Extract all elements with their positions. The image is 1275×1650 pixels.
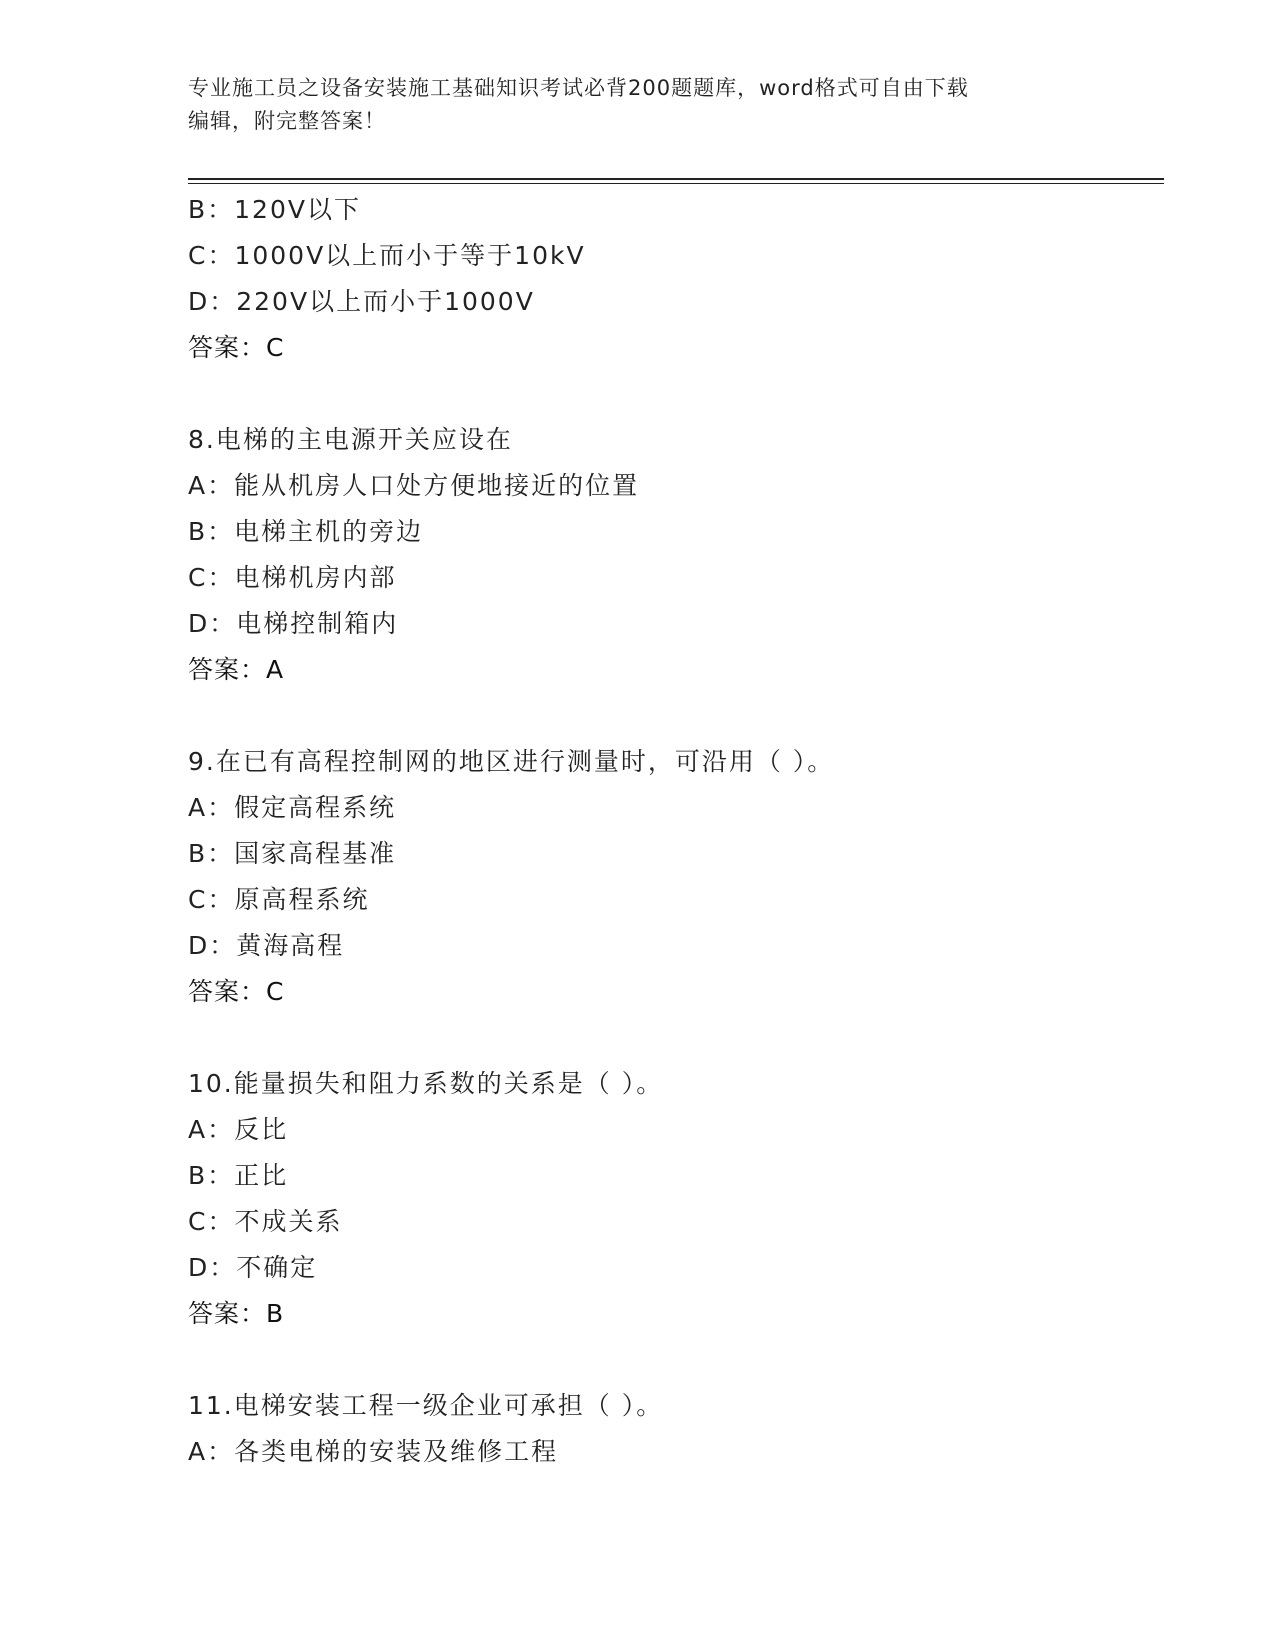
option-d: D：黄海高程 <box>188 931 345 960</box>
option-c: C：1000V以上而小于等于10kV <box>188 241 586 270</box>
option-a: A：各类电梯的安装及维修工程 <box>188 1437 559 1466</box>
document-header <box>188 72 1068 138</box>
option-a: A：能从机房人口处方便地接近的位置 <box>188 471 640 500</box>
option-d: D：不确定 <box>188 1253 318 1282</box>
option-c: C：原高程系统 <box>188 885 370 914</box>
question-stem: 10.能量损失和阻力系数的关系是（ ）。 <box>188 1069 664 1098</box>
option-d: D：电梯控制箱内 <box>188 609 399 638</box>
header-divider-thin <box>188 183 1164 184</box>
header-line-1: 专业施工员之设备安装施工基础知识考试必背200题题库，word格式可自由下载 <box>188 76 969 100</box>
answer-line: 答案：C <box>188 333 285 362</box>
option-a: A：假定高程系统 <box>188 793 397 822</box>
option-a: A：反比 <box>188 1115 289 1144</box>
question-block <box>188 1061 1168 1337</box>
option-c: C：电梯机房内部 <box>188 563 397 592</box>
question-stem: 8.电梯的主电源开关应设在 <box>188 425 513 454</box>
spacer <box>188 693 1168 739</box>
question-stem: 9.在已有高程控制网的地区进行测量时，可沿用（ ）。 <box>188 747 835 776</box>
option-b: B：国家高程基准 <box>188 839 397 868</box>
header-line-2: 编辑，附完整答案！ <box>188 109 386 133</box>
option-b: B：120V以下 <box>188 195 361 224</box>
option-d: D：220V以上而小于1000V <box>188 287 535 316</box>
question-stem: 11.电梯安装工程一级企业可承担（ ）。 <box>188 1391 664 1420</box>
option-c: C：不成关系 <box>188 1207 343 1236</box>
spacer <box>188 1015 1168 1061</box>
spacer <box>188 1337 1168 1383</box>
question-block <box>188 417 1168 693</box>
answer-line: 答案：A <box>188 655 285 684</box>
question-block <box>188 739 1168 1015</box>
question-block-partial <box>188 187 1168 371</box>
question-block <box>188 1383 1168 1475</box>
option-b: B：正比 <box>188 1161 289 1190</box>
answer-line: 答案：C <box>188 977 285 1006</box>
answer-line: 答案：B <box>188 1299 285 1328</box>
spacer <box>188 371 1168 417</box>
option-b: B：电梯主机的旁边 <box>188 517 424 546</box>
question-list <box>188 187 1168 1475</box>
header-divider-thick <box>188 178 1164 180</box>
